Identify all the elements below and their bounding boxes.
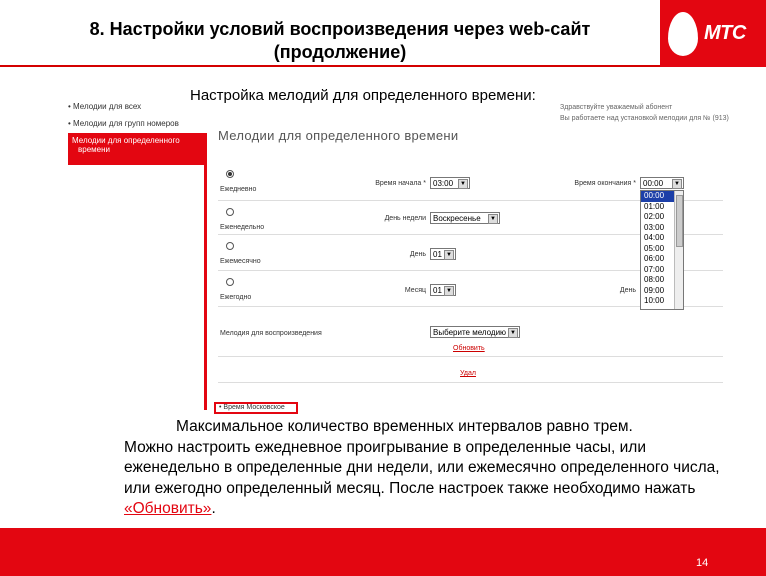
time-option[interactable]: 04:00 (644, 233, 665, 242)
page-number: 14 (696, 557, 709, 569)
radio-yearly[interactable] (226, 278, 234, 286)
label-daily: Ежедневно (220, 186, 257, 193)
slide-subtitle: Настройка мелодий для определенного времени: (190, 87, 536, 104)
weekday-value: Воскресенье (433, 214, 481, 223)
update-link[interactable]: Обновить (453, 345, 485, 352)
radio-daily[interactable] (226, 170, 234, 178)
sidebar-active-line1: Мелодии для определенного (72, 136, 180, 145)
radio-monthly[interactable] (226, 242, 234, 250)
mts-egg-icon (668, 12, 698, 56)
time-option[interactable]: 09:00 (644, 285, 665, 295)
body-update-link-text: «Обновить» (124, 500, 212, 517)
greeting-line1: Здравствуйте уважаемый абонент (560, 104, 673, 111)
body-tail: . (211, 500, 216, 517)
day2-label: День (619, 287, 636, 294)
radio-weekly[interactable] (226, 208, 234, 216)
time-option[interactable]: 07:00 (644, 264, 665, 274)
sidebar-item-time-active[interactable] (68, 133, 204, 165)
row-divider (218, 356, 723, 357)
greeting-line2: Вы работаете над установкой мелодии для № (913) (560, 115, 729, 122)
sidebar-item-groups[interactable]: • Мелодии для групп номеров (68, 119, 179, 128)
time-option[interactable]: 06:00 (644, 254, 665, 263)
time-option[interactable]: 08:00 (644, 275, 665, 284)
melody-label: Мелодия для воспроизведения (220, 330, 322, 337)
time-option[interactable]: 01:00 (644, 201, 665, 211)
weekday-label: День недели (384, 215, 426, 222)
time-from-label: Время начала * (375, 180, 426, 187)
day-select[interactable] (430, 248, 456, 260)
slide-title-line1: 8. Настройки условий воспроизведения через web-сайт (89, 19, 591, 39)
delete-link[interactable]: Удал (460, 370, 476, 377)
label-monthly: Ежемесячно (220, 258, 261, 265)
time-option[interactable]: 00:00 (641, 191, 683, 202)
melody-select[interactable] (430, 326, 520, 338)
body-update-link[interactable] (124, 500, 211, 517)
sidebar-active-line2: времени (78, 145, 110, 154)
moscow-time-item[interactable]: • Время Московское (214, 402, 298, 414)
time-from-value: 03:00 (433, 179, 454, 188)
panel-title: Мелодии для определенного времени (218, 128, 459, 143)
day-value: 01 (433, 250, 442, 259)
time-option[interactable]: 02:00 (644, 212, 665, 221)
time-to-dropdown-list[interactable] (640, 190, 684, 310)
slide-title (60, 18, 620, 64)
dropdown-scrollbar[interactable] (674, 191, 683, 309)
chevron-down-icon: ▼ (458, 179, 468, 189)
time-option[interactable]: 10:00 (644, 296, 665, 305)
melody-value: Выберите мелодию (433, 328, 507, 337)
month-value: 01 (433, 286, 442, 295)
row-divider (218, 382, 723, 383)
title-underline (0, 65, 660, 67)
chevron-down-icon: ▼ (444, 250, 454, 260)
slide-title-line2: (продолжение) (273, 42, 407, 62)
body-para2: Можно настроить ежедневное проигрывание в определенные часы, или еженедельно в определенные дни недели, или ежемесячно определенного числа, или ежегодно определенный месяц. После настроек также необходимо нажать (124, 438, 720, 497)
scrollbar-thumb[interactable] (676, 195, 683, 247)
label-weekly: Еженедельно (220, 224, 265, 231)
footer-bar (0, 528, 766, 576)
chevron-down-icon: ▼ (488, 214, 498, 224)
time-option[interactable]: 05:00 (644, 243, 665, 253)
label-yearly: Ежегодно (220, 294, 252, 301)
mts-logo-text: МТС (704, 22, 746, 44)
body-para1: Максимальное количество временных интервалов равно трем. (176, 418, 633, 435)
time-to-select[interactable] (640, 177, 684, 189)
chevron-down-icon: ▼ (672, 179, 682, 189)
month-select[interactable] (430, 284, 456, 296)
day-label: День (409, 251, 426, 258)
weekday-select[interactable] (430, 212, 500, 224)
chevron-down-icon: ▼ (508, 328, 518, 338)
time-from-select[interactable] (430, 177, 470, 189)
sidebar-item-all[interactable]: • Мелодии для всех (68, 102, 141, 111)
body-text (124, 417, 734, 520)
month-label: Месяц (404, 287, 426, 294)
time-to-value: 00:00 (643, 179, 664, 188)
sidebar-divider (204, 133, 207, 410)
time-to-label: Время окончания * (574, 180, 636, 187)
chevron-down-icon: ▼ (444, 286, 454, 296)
time-option[interactable]: 03:00 (644, 222, 665, 232)
moscow-time-label: Время Московское (223, 404, 285, 411)
